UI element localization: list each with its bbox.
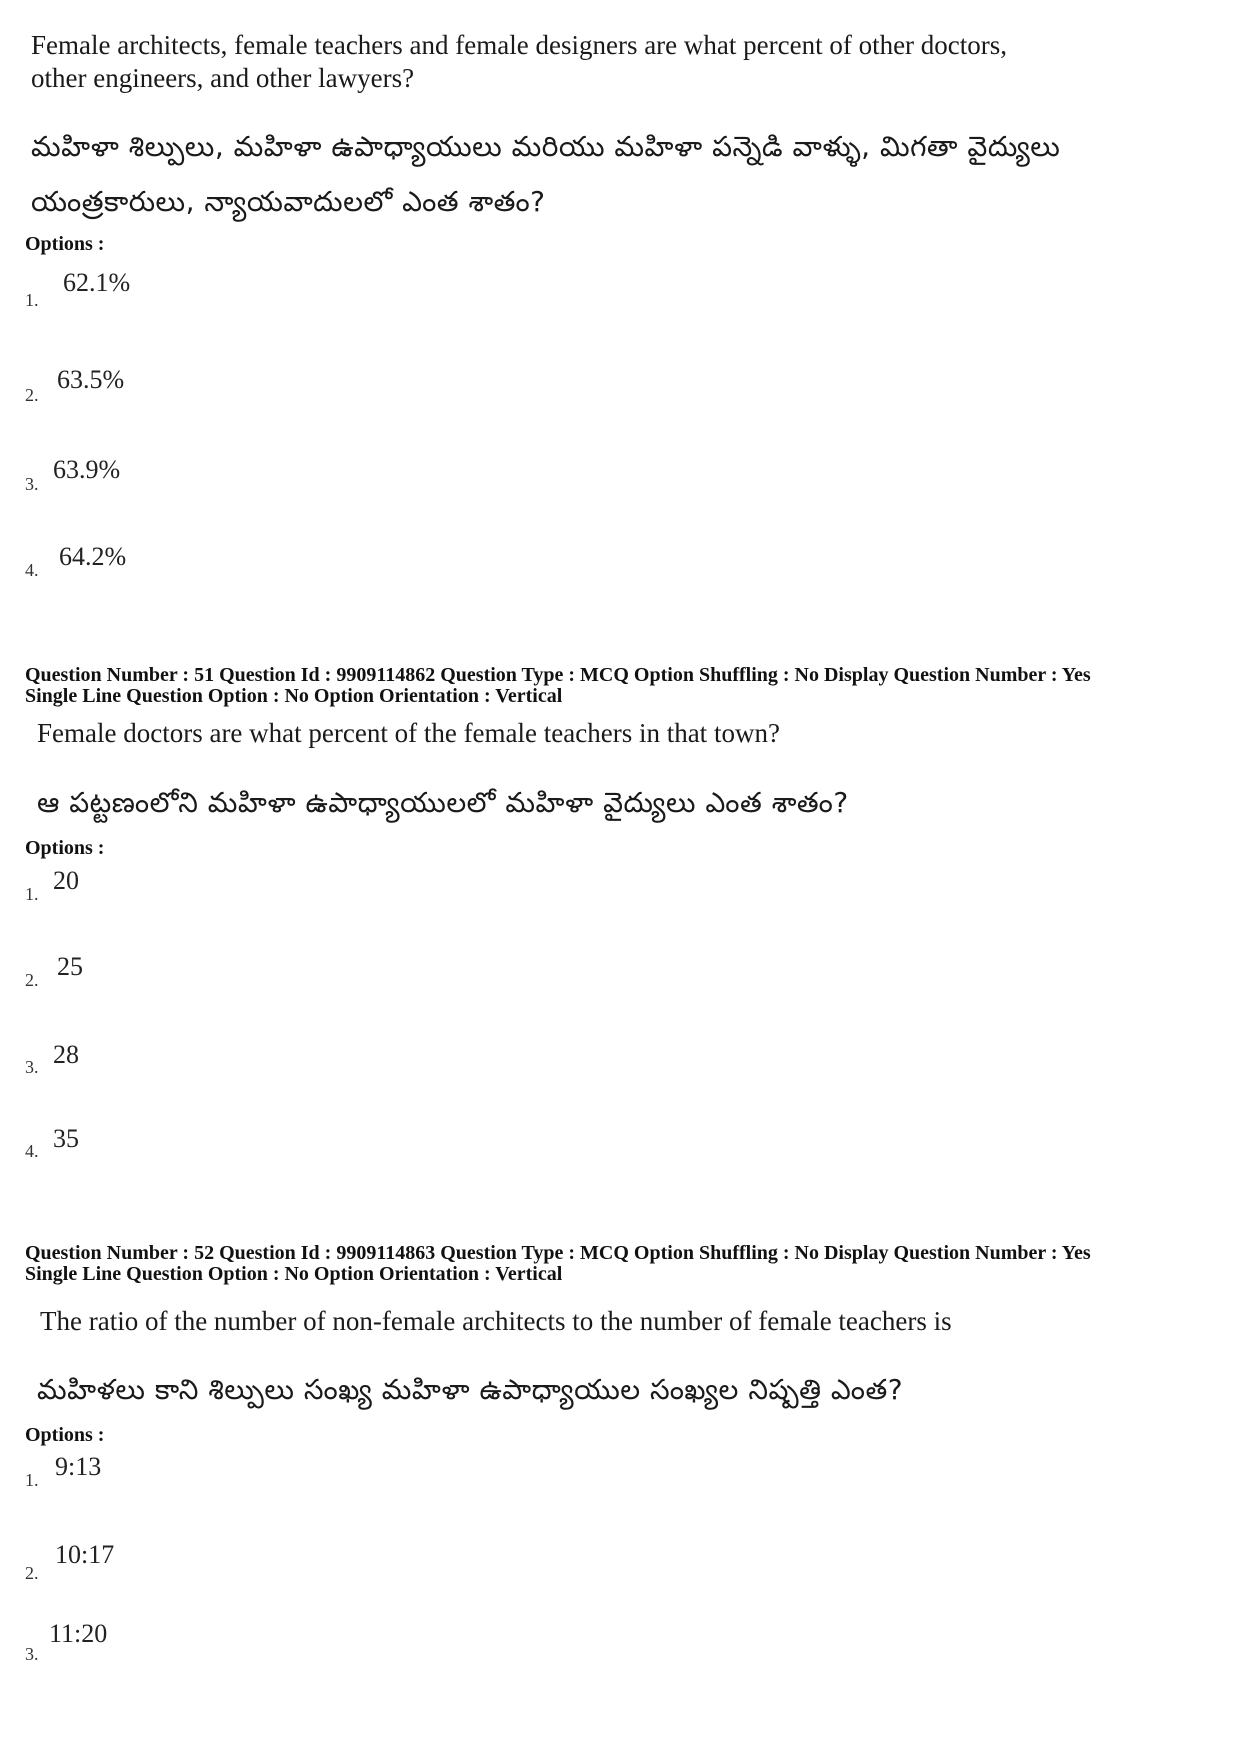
option-number: 4. xyxy=(25,560,39,580)
option-value: 35 xyxy=(53,1124,79,1153)
option-value: 9:13 xyxy=(55,1452,102,1481)
option-value: 28 xyxy=(53,1040,79,1069)
option-value: 25 xyxy=(57,952,83,981)
option-number: 2. xyxy=(25,385,39,405)
option-value: 62.1% xyxy=(63,268,131,297)
option-number: 2. xyxy=(25,1563,39,1583)
option-value: 20 xyxy=(53,866,79,895)
option-number: 1. xyxy=(25,1470,39,1490)
option-number: 3. xyxy=(25,1057,39,1077)
question-50-english-line2: other engineers, and other lawyers? xyxy=(31,63,415,93)
question-52-options-label: Options : xyxy=(25,1424,105,1446)
question-52-meta-line1: Question Number : 52 Question Id : 9909114863 Question Type : MCQ Option Shuffling : No Display Question Number : Yes xyxy=(25,1242,1091,1264)
question-52-telugu: మహిళలు కాని శిల్పులు సంఖ్య మహిళా ఉపాధ్యాయుల సంఖ్యల నిష్పత్తి ఎంత? xyxy=(37,1373,904,1406)
question-51-options-label: Options : xyxy=(25,837,105,859)
option-number: 3. xyxy=(25,1644,39,1664)
option-number: 3. xyxy=(25,474,39,494)
option-value: 64.2% xyxy=(59,542,127,571)
option-number: 4. xyxy=(25,1141,39,1161)
question-52-meta-line2: Single Line Question Option : No Option Orientation : Vertical xyxy=(25,1263,563,1285)
option-number: 1. xyxy=(25,290,39,310)
question-50-telugu-line2: యంత్రకారులు, న్యాయవాదులలో ఎంత శాతం? xyxy=(31,185,546,218)
option-value: 63.9% xyxy=(53,455,121,484)
option-value: 10:17 xyxy=(55,1540,115,1569)
option-value: 11:20 xyxy=(49,1619,108,1648)
question-50-telugu-line1: మహిళా శిల్పులు, మహిళా ఉపాధ్యాయులు మరియు మహిళా పన్నెడి వాళ్ళు, మిగతా వైద్యులు xyxy=(31,130,1061,163)
question-51-meta-line1: Question Number : 51 Question Id : 9909114862 Question Type : MCQ Option Shuffling : No Display Question Number : Yes xyxy=(25,664,1091,686)
question-51-english: Female doctors are what percent of the female teachers in that town? xyxy=(37,718,780,748)
question-51-meta-line2: Single Line Question Option : No Option Orientation : Vertical xyxy=(25,685,563,707)
question-50-options-label: Options : xyxy=(25,233,105,255)
question-50-english-line1: Female architects, female teachers and female designers are what percent of other doctors, xyxy=(31,30,1008,60)
option-number: 1. xyxy=(25,884,39,904)
question-51-telugu: ఆ పట్టణంలోని మహిళా ఉపాధ్యాయులలో మహిళా వైద్యులు ఎంత శాతం? xyxy=(37,786,849,819)
option-value: 63.5% xyxy=(57,365,125,394)
question-52-english: The ratio of the number of non-female architects to the number of female teachers is xyxy=(40,1306,952,1336)
option-number: 2. xyxy=(25,970,39,990)
